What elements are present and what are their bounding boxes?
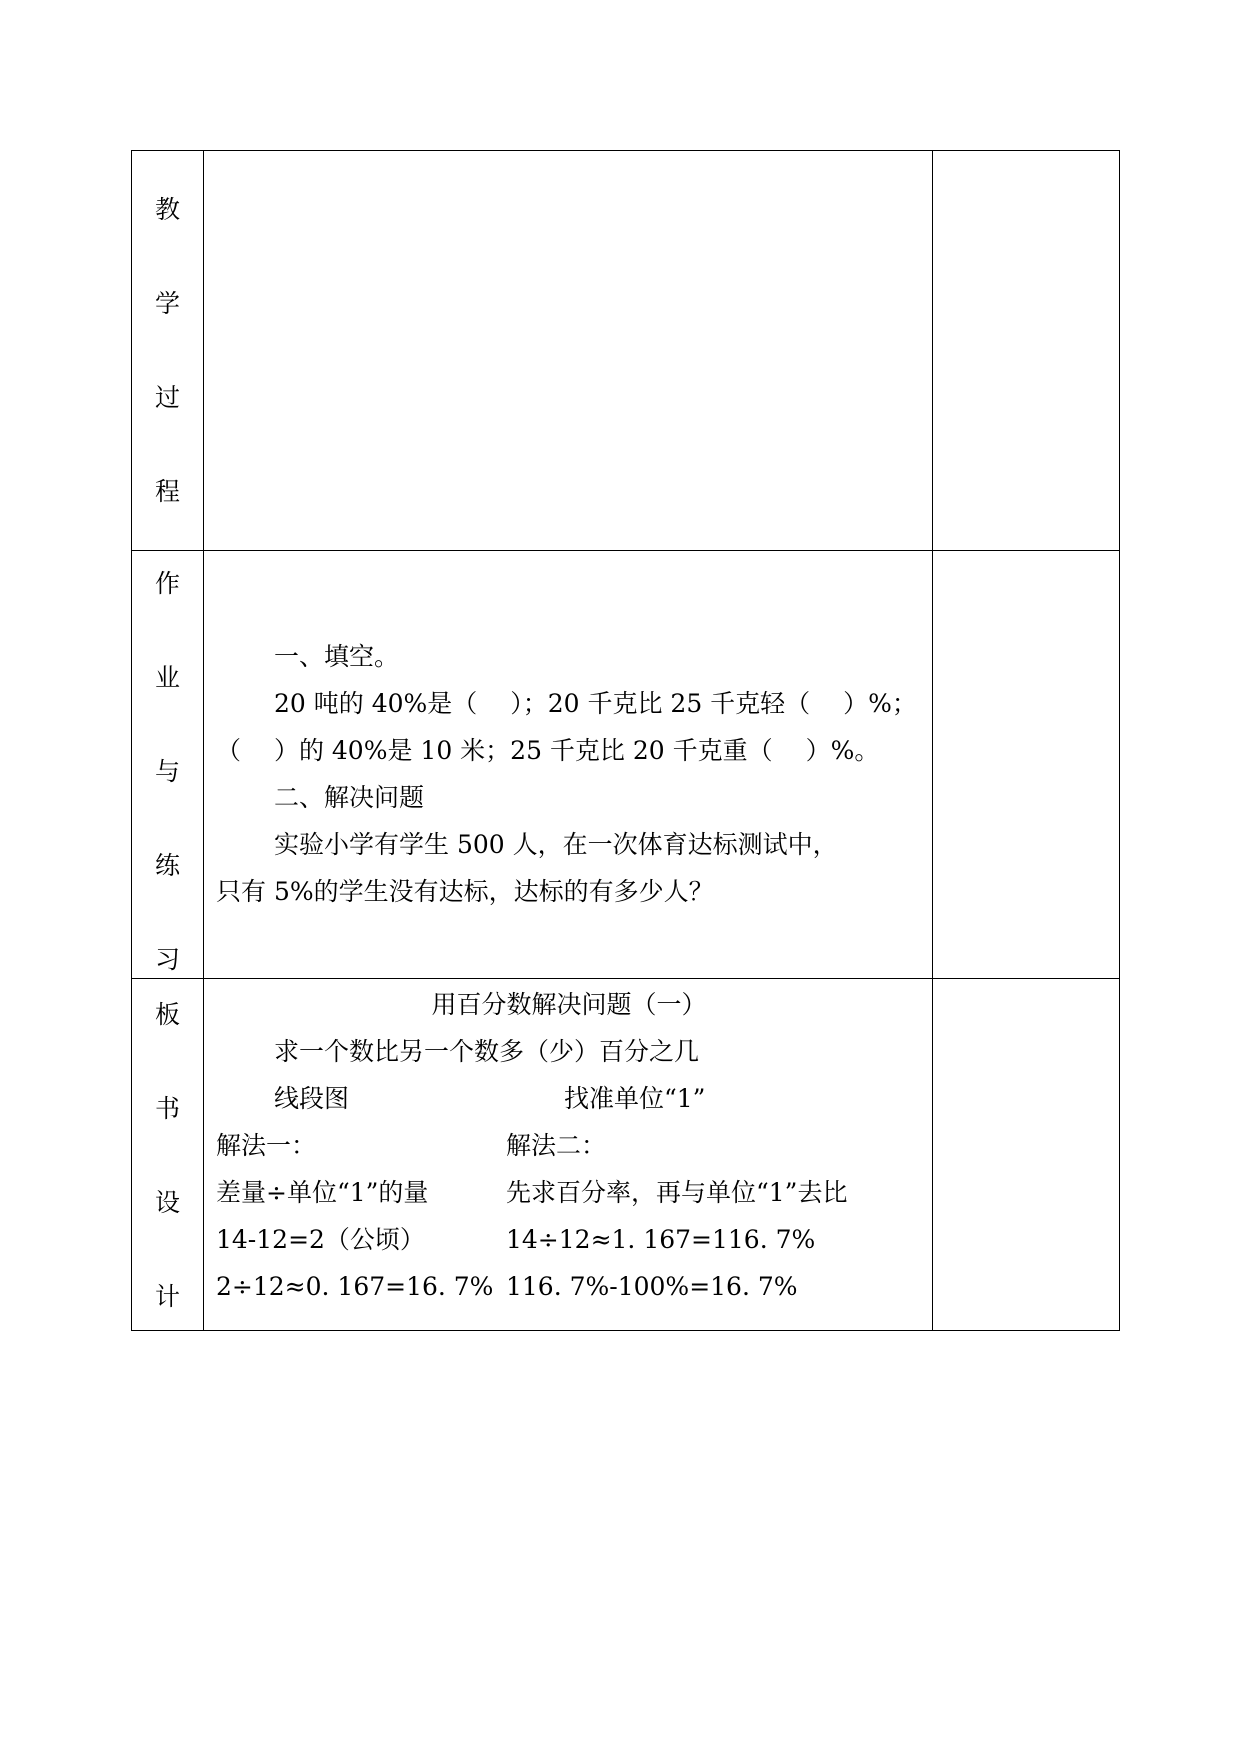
fill-blank-heading: 一、填空。 xyxy=(274,642,400,671)
fill-blank-line: 20 吨的 40%是（ ）；20 千克比 25 千克轻（ ）%； xyxy=(274,689,917,718)
label-char: 练 xyxy=(154,851,180,880)
board-right: 先求百分率，再与单位“1”去比 xyxy=(506,1178,848,1207)
label-char: 与 xyxy=(154,757,180,786)
label-char: 设 xyxy=(154,1188,180,1217)
label-char: 学 xyxy=(154,289,180,318)
teaching-process-content xyxy=(204,151,933,551)
homework-label xyxy=(132,551,204,979)
homework-row xyxy=(132,551,1120,979)
label-char: 业 xyxy=(154,663,180,692)
board-right: 解法二： xyxy=(506,1131,607,1160)
label-char: 过 xyxy=(154,383,180,412)
label-char: 计 xyxy=(154,1282,180,1311)
homework-notes xyxy=(933,551,1120,979)
board-design-label xyxy=(132,979,204,1331)
problem-heading: 二、解决问题 xyxy=(274,783,425,812)
label-char: 习 xyxy=(154,945,180,974)
board-row xyxy=(216,1263,922,1310)
label-char: 板 xyxy=(154,1000,180,1029)
board-design-notes xyxy=(933,979,1120,1331)
board-subtitle: 求一个数比另一个数多（少）百分之几 xyxy=(274,1037,700,1066)
board-right: 找准单位“1” xyxy=(564,1084,706,1113)
label-char: 教 xyxy=(154,195,180,224)
homework-content xyxy=(204,551,933,979)
label-char: 程 xyxy=(154,477,180,506)
board-design-row xyxy=(132,979,1120,1331)
label-char: 作 xyxy=(154,569,180,598)
board-left: 差量÷单位“1”的量 xyxy=(216,1178,429,1207)
teaching-process-row xyxy=(132,151,1120,551)
teaching-process-label xyxy=(132,151,204,551)
problem-text: 只有 5%的学生没有达标，达标的有多少人？ xyxy=(216,877,714,906)
board-design-content xyxy=(204,979,933,1331)
board-right: 116. 7%-100%=16. 7% xyxy=(506,1272,798,1301)
fill-blank-line: （ ）的 40%是 10 米；25 千克比 20 千克重（ ）%。 xyxy=(216,736,880,765)
problem-text: 实验小学有学生 500 人，在一次体育达标测试中， xyxy=(274,830,838,859)
board-left: 2÷12≈0. 167=16. 7% xyxy=(216,1272,494,1301)
board-left: 解法一： xyxy=(216,1131,317,1160)
board-row xyxy=(216,1075,922,1122)
board-title: 用百分数解决问题（一） xyxy=(431,990,707,1019)
board-row xyxy=(216,1169,922,1216)
label-char: 书 xyxy=(154,1094,180,1123)
board-left: 线段图 xyxy=(274,1084,350,1113)
board-row xyxy=(216,1122,922,1169)
lesson-plan-table xyxy=(131,150,1120,1331)
teaching-process-notes xyxy=(933,151,1120,551)
board-left: 14-12=2（公顷） xyxy=(216,1225,425,1254)
board-row xyxy=(216,1216,922,1263)
board-right: 14÷12≈1. 167=116. 7% xyxy=(506,1225,816,1254)
